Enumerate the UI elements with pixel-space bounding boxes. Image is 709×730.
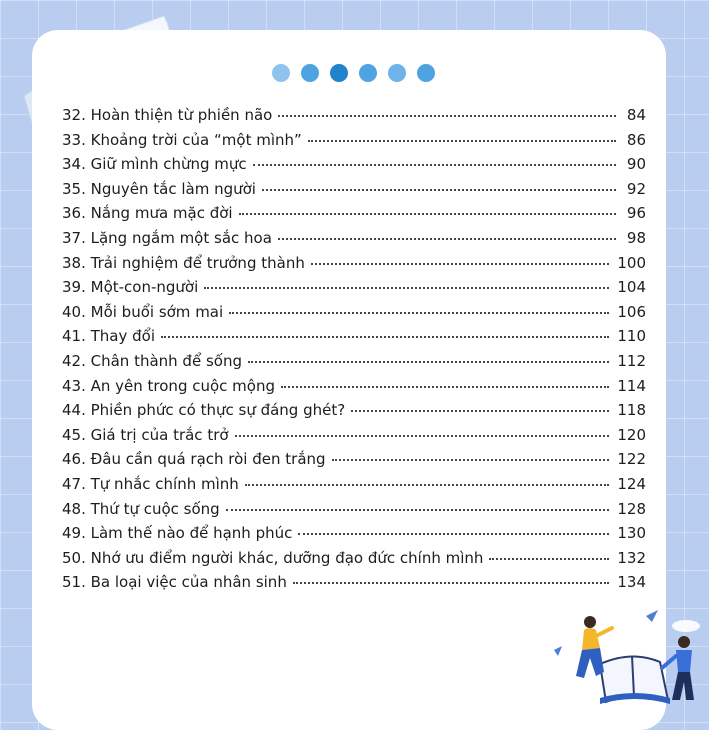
toc-entry-title: 37. Lặng ngắm một sắc hoa: [62, 228, 272, 247]
toc-entry: [62, 254, 646, 279]
toc-entry-title: 32. Hoàn thiện từ phiền não: [62, 106, 273, 124]
toc-entry-title: 50. Nhớ ưu điểm người khác, dưỡng đạo đức chính mình: [62, 548, 484, 567]
toc-entry-title: 35. Nguyên tắc làm người: [62, 179, 256, 198]
toc-dot-leader: [262, 189, 616, 191]
toc-dot-leader: [226, 509, 610, 511]
toc-entry-title: 33. Khoảng trời của “một mình”: [62, 130, 302, 149]
toc-entry-page: 124: [617, 474, 646, 493]
pagination-dot: [330, 64, 348, 82]
toc-entry-page: 90: [626, 155, 646, 174]
toc-entry-title: 34. Giữ mình chừng mực: [62, 155, 247, 174]
toc-entry-page: 120: [617, 425, 646, 444]
toc-entry-title: 39. Một-con-người: [62, 278, 199, 297]
toc-dot-leader: [235, 435, 610, 437]
reading-people-book-illustration: [540, 592, 709, 709]
toc-dot-leader: [161, 336, 609, 338]
toc-dot-leader: [332, 459, 610, 461]
toc-entry-page: 98: [626, 228, 646, 247]
toc-entry-title: 36. Nắng mưa mặc đời: [62, 204, 233, 223]
toc-entry-page: 100: [617, 253, 646, 272]
toc-entry-page: 110: [617, 327, 646, 346]
toc-entry-page: 86: [626, 130, 646, 149]
pagination-dot: [301, 64, 319, 82]
toc-dot-leader: [245, 484, 610, 486]
toc-entry-page: 84: [626, 106, 646, 124]
toc-entry: [62, 475, 646, 500]
toc-entry-title: 41. Thay đổi: [62, 327, 155, 346]
toc-entry-page: 112: [617, 351, 646, 370]
toc-entry: [62, 401, 646, 426]
table-of-contents: [62, 106, 646, 598]
toc-entry: [62, 327, 646, 352]
toc-dot-leader: [298, 533, 609, 535]
toc-entry: [62, 303, 646, 328]
toc-entry: [62, 278, 646, 303]
toc-entry: [62, 352, 646, 377]
pagination-dot: [388, 64, 406, 82]
toc-entry-page: 104: [617, 278, 646, 297]
toc-entry-title: 45. Giá trị của trắc trở: [62, 425, 229, 444]
toc-dot-leader: [489, 558, 609, 560]
toc-entry: [62, 450, 646, 475]
toc-entry-title: 44. Phiền phức có thực sự đáng ghét?: [62, 401, 346, 420]
toc-entry-title: 46. Đâu cần quá rạch ròi đen trắng: [62, 450, 326, 469]
toc-entry: [62, 106, 646, 131]
toc-dot-leader: [239, 213, 616, 215]
toc-entry: [62, 524, 646, 549]
toc-entry-title: 40. Mỗi buổi sớm mai: [62, 302, 224, 321]
toc-entry-title: 38. Trải nghiệm để trưởng thành: [62, 253, 305, 272]
toc-entry-page: 128: [617, 499, 646, 518]
toc-entry: [62, 229, 646, 254]
toc-entry: [62, 204, 646, 229]
toc-entry-page: 118: [617, 401, 646, 420]
toc-entry-page: 92: [626, 179, 646, 198]
pagination-dot: [272, 64, 290, 82]
pagination-dot: [359, 64, 377, 82]
toc-dot-leader: [308, 140, 616, 142]
toc-entry: [62, 377, 646, 402]
toc-dot-leader: [351, 410, 609, 412]
toc-entry-page: 132: [617, 548, 646, 567]
toc-entry-page: 96: [626, 204, 646, 223]
toc-entry-title: 43. An yên trong cuộc mộng: [62, 376, 275, 395]
toc-dot-leader: [278, 238, 616, 240]
toc-entry: [62, 131, 646, 156]
toc-entry: [62, 549, 646, 574]
toc-entry-page: 134: [617, 573, 646, 592]
toc-dot-leader: [248, 361, 609, 363]
toc-dot-leader: [293, 582, 610, 584]
toc-entry-title: 49. Làm thế nào để hạnh phúc: [62, 524, 293, 543]
toc-entry: [62, 180, 646, 205]
toc-entry-page: 106: [617, 302, 646, 321]
toc-dot-leader: [253, 164, 616, 166]
toc-entry: [62, 500, 646, 525]
pagination-dots: [272, 64, 435, 82]
toc-entry: [62, 155, 646, 180]
toc-entry-title: 48. Thứ tự cuộc sống: [62, 499, 220, 518]
toc-entry-title: 47. Tự nhắc chính mình: [62, 474, 239, 493]
toc-entry-page: 114: [617, 376, 646, 395]
toc-dot-leader: [278, 115, 616, 117]
pagination-dot: [417, 64, 435, 82]
toc-dot-leader: [311, 263, 610, 265]
toc-entry-page: 130: [617, 524, 646, 543]
toc-dot-leader: [229, 312, 609, 314]
toc-entry-page: 122: [617, 450, 646, 469]
toc-dot-leader: [281, 386, 609, 388]
toc-entry-title: 42. Chân thành để sống: [62, 351, 242, 370]
toc-dot-leader: [204, 287, 609, 289]
toc-entry-title: 51. Ba loại việc của nhân sinh: [62, 573, 287, 592]
toc-entry: [62, 426, 646, 451]
